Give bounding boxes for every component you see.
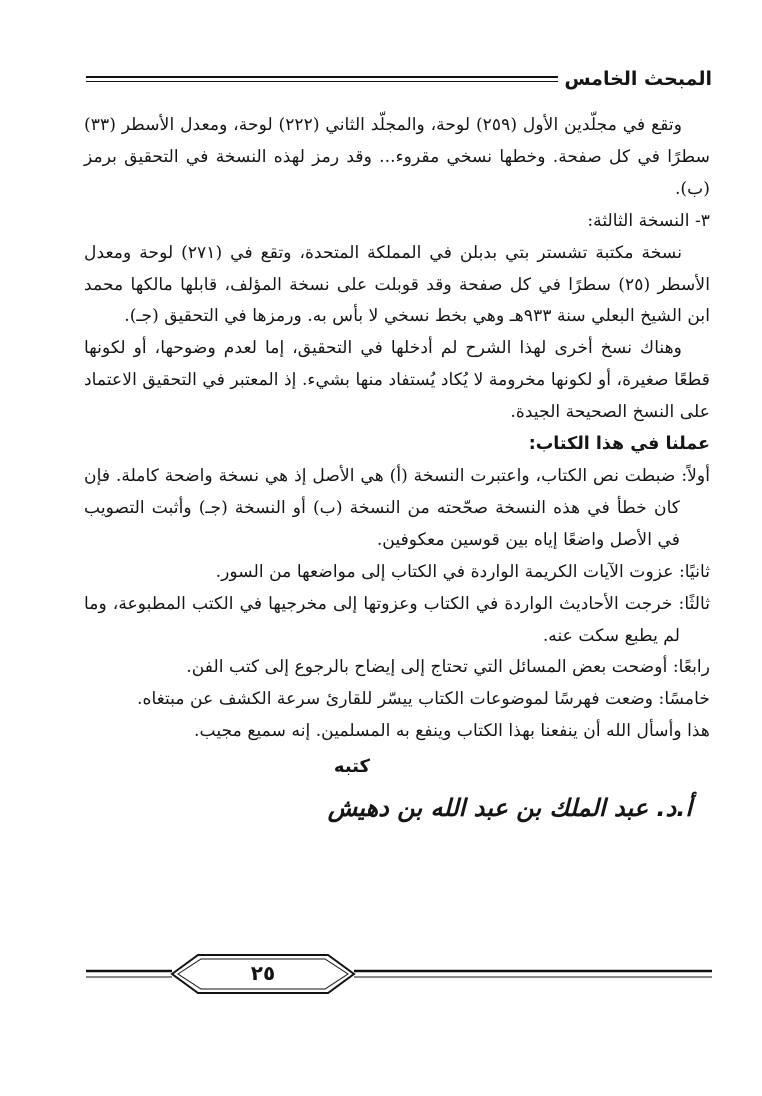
footer-ornament [86, 952, 712, 996]
closing-prayer: هذا وأسأل الله أن ينفعنا بهذا الكتاب وينفع به المسلمين. إنه سميع مجيب. [194, 721, 710, 742]
paragraph-copy-c: نسخة مكتبة تشستر بتي بدبلن في المملكة المتحدة، وتقع في (٢٧١) لوحة ومعدل الأسطر (٢٥) سطرًا في كل صفحة وقد قوبلت على نسخة المؤلف، قابلها مالكها محمد ابن الشيخ البعلي سنة ٩٣٣هـ وهي بخط نسخي لا بأس به. ورمزها في التحقيق (جـ). [84, 242, 711, 327]
page-body [84, 110, 710, 830]
paragraph-other-copies: وهناك نسخ أخرى لهذا الشرح لم أدخلها في التحقيق، إما لعدم وضوحها، أو لكونها قطعًا صغيرة، أو لكونها مخرومة لا يُكاد يُستفاد منها بشيء. إذ المعتبر في التحقيق الاعتماد على النسخ الصحيحة الجيدة. [84, 338, 710, 423]
signature-label: كتبه [333, 756, 370, 778]
heading-copy-three: ٣- النسخة الثالثة: [587, 210, 710, 231]
chapter-title: المبحث الخامس [564, 68, 712, 90]
header-rule [86, 76, 558, 86]
list-item-first: أولاً: ضبطت نص الكتاب، واعتبرت النسخة (أ) هي الأصل إذ هي نسخة واضحة كاملة. فإن كان خطأ في هذه النسخة صحّحته من النسخة (ب) أو النسخة (جـ) وأثبت التصويب في الأصل واضعًا إياه بين قوسين معكوفين. [84, 465, 710, 550]
list-item-fifth: خامسًا: وضعت فهرسًا لموضوعات الكتاب ييسّر للقارئ سرعة الكشف عن مبتغاه. [137, 689, 710, 710]
list-item-fourth: رابعًا: أوضحت بعض المسائل التي تحتاج إلى إيضاح بالرجوع إلى كتب الفن. [186, 657, 710, 678]
paragraph-copy-b: وتقع في مجلّدين الأول (٢٥٩) لوحة، والمجلّد الثاني (٢٢٢) لوحة، ومعدل الأسطر (٣٣) سطرًا في كل صفحة. وخطها نسخي مقروء... وقد رمز لهذه النسخة في التحقيق برمز (ب). [84, 115, 710, 199]
list-item-third: ثالثًا: خرجت الأحاديث الواردة في الكتاب وعزوتها إلى مخرجيها في الكتب المطبوعة، وما لم يطبع سكت عنه. [84, 593, 710, 646]
page-footer [86, 952, 712, 996]
page-number: ٢٥ [250, 961, 276, 985]
heading-our-work: عملنا في هذا الكتاب: [528, 434, 710, 455]
page-header [86, 62, 712, 102]
list-item-second: ثانيًا: عزوت الآيات الكريمة الواردة في الكتاب إلى مواضعها من السور. [215, 561, 710, 582]
author-signature: أ.د. عبد الملك بن عبد الله بن دهيش [327, 794, 692, 823]
